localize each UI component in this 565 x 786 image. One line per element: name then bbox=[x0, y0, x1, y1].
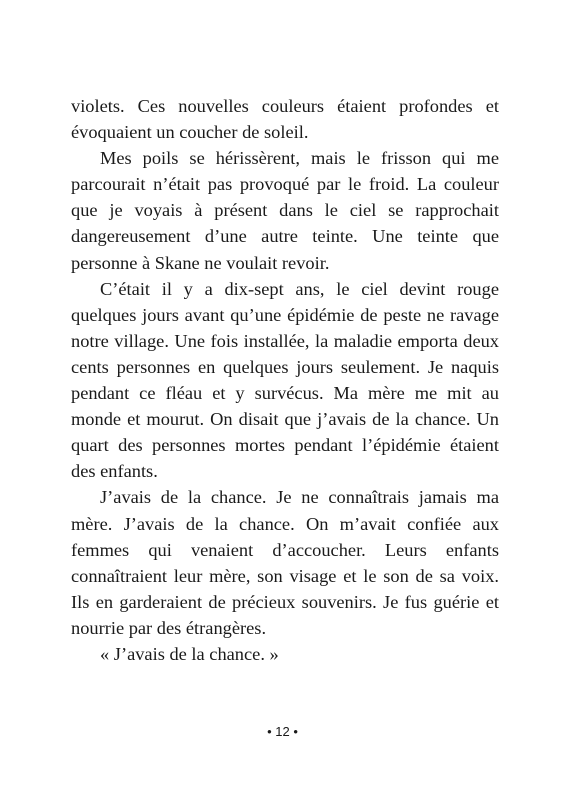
paragraph-2: Mes poils se hérissèrent, mais le frisson qui me parcourait n’était pas provoqué par le froid. La couleur que je voyais à présent dans le ciel se rapprochait dangereusement d’une autre teinte. Une teinte que personne à Skane ne voulait revoir. bbox=[71, 148, 499, 273]
body-text bbox=[71, 93, 499, 667]
paragraph-1: violets. Ces nouvelles couleurs étaient profondes et évoquaient un coucher de soleil. bbox=[71, 96, 499, 143]
paragraph-5: « J’avais de la chance. » bbox=[100, 643, 279, 664]
paragraph-4: J’avais de la chance. Je ne connaîtrais jamais ma mère. J’avais de la chance. On m’avait confiée aux femmes qui venaient d’accoucher. Leurs enfants connaîtraient leur mère, son visage et le son de sa voix. Ils en garderaient de précieux souvenirs. Je fus guérie et nourrie par des étrangères. bbox=[71, 487, 499, 638]
paragraph-3: C’était il y a dix-sept ans, le ciel devint rouge quelques jours avant qu’une épidémie de peste ne ravage notre village. Une fois installée, la maladie emporta deux cents personnes en quelques jours seulement. Je naquis pendant ce fléau et y survécus. Ma mère me mit au monde et mourut. On disait que j’avais de la chance. Un quart des personnes mortes pendant l’épidémie étaient des enfants. bbox=[71, 278, 499, 482]
page-number: • 12 • bbox=[267, 724, 298, 739]
